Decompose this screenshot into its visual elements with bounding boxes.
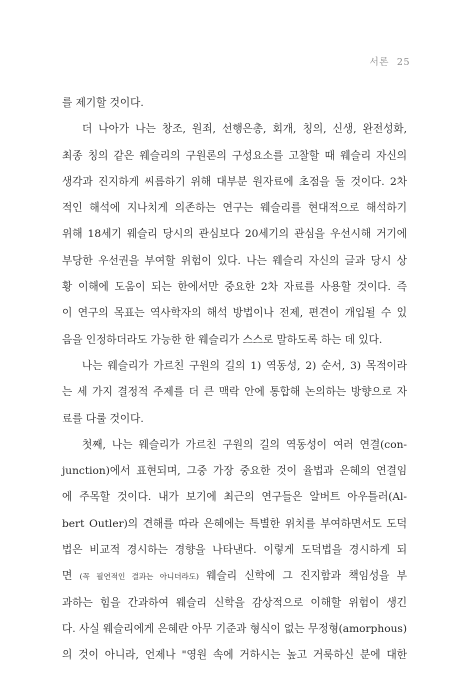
text-line: 나는 웨슬리가 가르친 구원의 길의 1) 역동성, 2) 순서, 3) 목적이라	[82, 359, 407, 372]
text-line: 료를 다룰 것이다.	[62, 412, 144, 425]
text-line: 면 (꼭 필연적인 결과는 아니더라도) 웨슬리 신학에 그 진지함과 책임성을 부	[62, 570, 407, 583]
text-line: 다. 사실 웨슬리에게 은혜란 아무 기준과 형식이 없는 무정형(amorphous)	[62, 622, 407, 635]
text-line: 더 나아가 나는 창조, 원죄, 선행은총, 회개, 칭의, 신생, 완전성화,	[82, 123, 407, 136]
text-line: 는 세 가지 결정적 주제를 더 큰 맥락 안에 통합해 논의하는 방향으로 자	[62, 386, 407, 399]
text-line: 음을 인정하더라도 가능한 한 웨슬리가 스스로 말하도록 하는 데 있다.	[62, 333, 383, 346]
text-line: 에 주목할 것이다. 내가 보기에 최근의 연구들은 알버트 아우틀러(Al-	[62, 491, 407, 504]
text-line: 생각과 진지하게 씨름하기 위해 대부분 원자료에 초점을 둘 것이다. 2차	[62, 175, 407, 188]
text-line: 과하는 힘을 간과하여 웨슬리 신학을 감상적으로 이해할 위험이 생긴	[62, 596, 407, 609]
text-line: 황 이해에 도움이 되는 한에서만 중요한 2차 자료를 사용할 것이다. 즉	[62, 281, 407, 294]
text-line: 부당한 우선권을 부여할 위험이 있다. 나는 웨슬리 자신의 글과 당시 상	[62, 254, 407, 267]
text-line: 적인 해석에 지나치게 의존하는 연구는 웨슬리를 현대적으로 해석하기	[62, 202, 407, 215]
body-text	[62, 90, 407, 669]
text-line: 이 연구의 목표는 역사학자의 해석 방법이나 전제, 편견이 개입될 수 있	[62, 307, 407, 320]
text-line: 의 것이 아니라, 언제나 "영원 속에 거하시는 높고 거룩하신 분에 대한	[62, 649, 407, 662]
text-line: 를 제기할 것이다.	[62, 97, 144, 109]
text-line: junction)에서 표현되며, 그중 가장 중요한 것이 율법과 은혜의 연결임	[62, 465, 407, 478]
text-line: bert Outler)의 견해를 따라 은혜에는 특별한 위치를 부여하면서도 도덕	[62, 517, 407, 530]
text-line: 최종 칭의 같은 웨슬리의 구원론의 구성요소를 고찰할 때 웨슬리 자신의	[62, 149, 407, 162]
text-line: 법은 비교적 경시하는 경향을 나타낸다. 이렇게 도덕법을 경시하게 되	[62, 544, 407, 557]
running-header	[370, 54, 410, 68]
text-line: 첫째, 나는 웨슬리가 가르친 구원의 길의 역동성이 여러 연결(con-	[82, 438, 407, 451]
text-line: 위해 18세기 웨슬리 당시의 관심보다 20세기의 관심을 우선시해 거기에	[62, 228, 407, 241]
header-title: 서론	[369, 57, 389, 68]
page-number: 25	[396, 57, 410, 68]
